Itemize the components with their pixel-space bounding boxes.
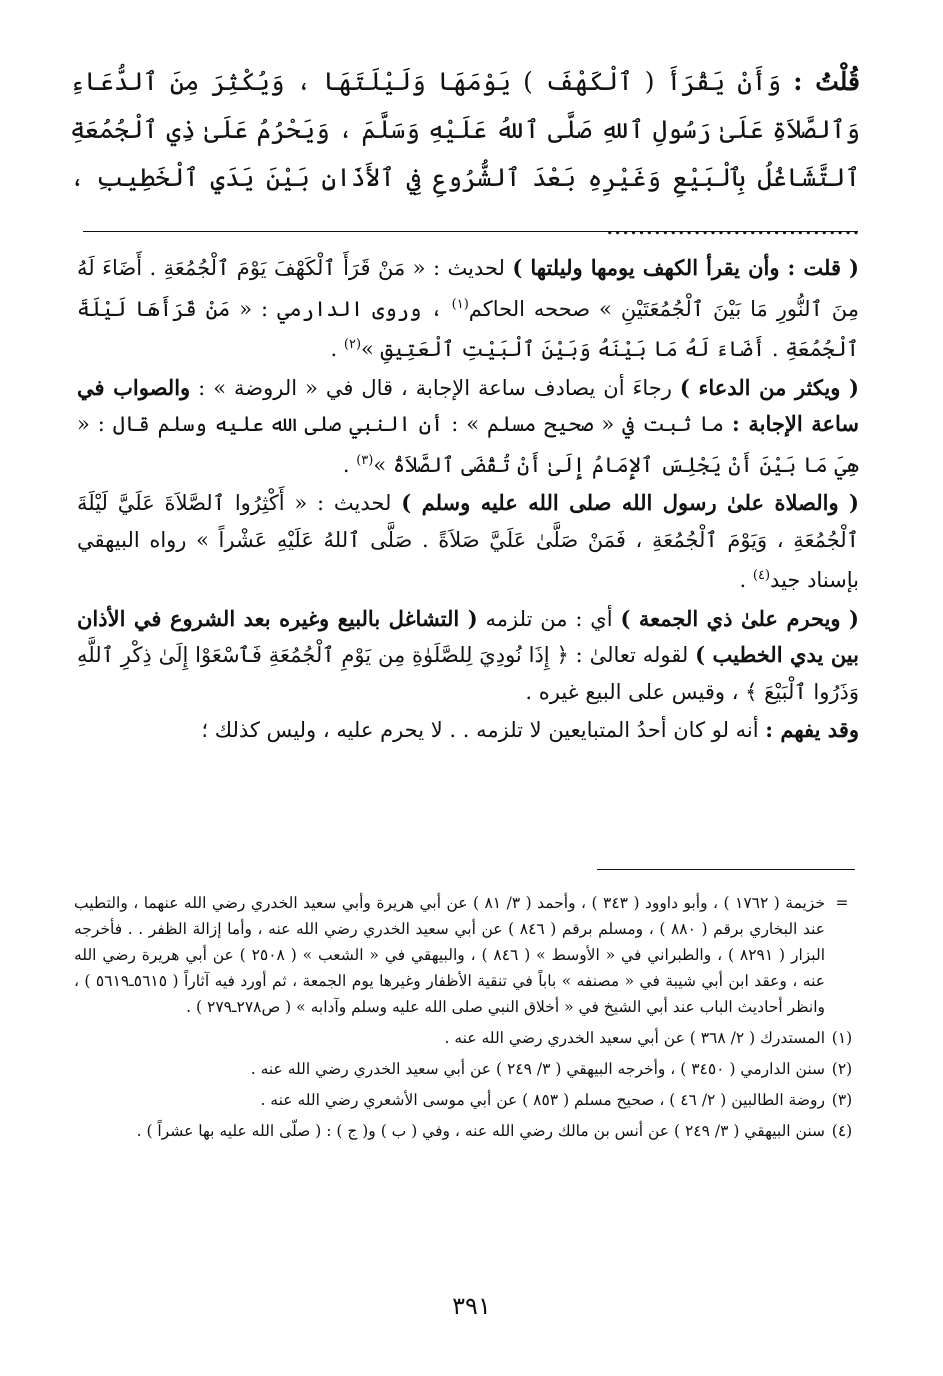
commentary-text: . xyxy=(739,568,747,592)
footnote-number: (١) xyxy=(831,1029,853,1047)
footnote-text: المستدرك ( ٢/ ٣٦٨ ) عن أبي سعيد الخدري رضي الله عنه . xyxy=(444,1029,825,1047)
matn-dots: ................................ xyxy=(605,211,860,240)
matn-divider xyxy=(83,231,858,232)
footnote-number: (٤) xyxy=(831,1122,853,1140)
commentary-text: لحديث : « أَكْثِرُوا ٱلصَّلاَةَ عَلَيَّ لَيْلَةَ ٱلْجُمُعَةِ ، وَيَوْمَ ٱلْجُمُعَةِ ، فَمَنْ صَلَّىٰ عَلَيَّ صَلاَةً . صَلَّى ٱللهُ عَلَيْهِ عَشْراً » رواه البيهقي بإسناد جيد xyxy=(77,491,859,592)
commentary-text: أي : من تلزمه xyxy=(485,606,613,631)
commentary-paragraph-4 xyxy=(77,601,859,711)
matn-body: وَأَنْ يَقْرَأَ ( ٱلْكَهْفَ ) يَوْمَهَا وَلَيْلَتَهَا ، وَيُكْثِرَ مِنَ ٱلدُّعَاءِ وَٱلصَّلاَةِ عَلَىٰ رَسُولِ ٱللهِ صَلَّى ٱللهُ عَلَيْهِ وَسَلَّمَ ، وَيَحْرُمُ عَلَىٰ ذِي ٱلْجُمُعَةِ ٱلتَّشَاغُلُ بِٱلْبَيْعِ وَغَيْرِهِ بَعْدَ ٱلشُّرُوعِ فِي ٱلأَذَانِ بَيْنَ يَدَيِ ٱلْخَطِيبِ ، xyxy=(70,67,860,192)
footnote-divider xyxy=(597,869,855,870)
continuation-mark: = xyxy=(835,894,849,912)
footnote-ref-3[interactable]: (٣) xyxy=(356,452,374,468)
footnote-ref-4[interactable]: (٤) xyxy=(752,568,771,583)
commentary-paragraph-2 xyxy=(77,370,859,484)
commentary-text: ما ثبت في « صحيح مسلم » : أن النبي صلى الله عليه وسلم قال : « هِيَ مَا بَيْنَ أَنْ يَجْلِسَ ٱلإِمَامُ إِلَىٰ أَنْ تُقْضَى ٱلصَّلاَةُ » xyxy=(77,412,859,477)
commentary-paragraph-1 xyxy=(77,250,859,368)
footnote-1 xyxy=(74,1025,859,1051)
matn-block xyxy=(70,58,860,250)
matn-lead: قُلْتُ : xyxy=(793,67,860,96)
commentary-text: لحديث : « مَنْ قَرَأَ ٱلْكَهْفَ يَوْمَ ٱلْجُمُعَةِ . أَضَاءَ لَهُ مِنَ ٱلنُّورِ مَا بَيْنَ ٱلْجُمُعَتَيْنِ » صححه الحاكم xyxy=(77,256,859,321)
commentary-lemma: ( التشاغل بالبيع وغيره بعد الشروع في الأذان بين يدي الخطيب ) xyxy=(77,605,859,667)
footnote-text: سنن الدارمي ( ٣٤٥٠ ) ، وأخرجه البيهقي ( ٣/ ٢٤٩ ) عن أبي سعيد الخدري رضي الله عنه . xyxy=(250,1060,825,1078)
footnote-4 xyxy=(74,1118,859,1144)
commentary-bold: والصواب في ساعة الإجابة : xyxy=(77,374,860,436)
commentary-text: . xyxy=(342,452,350,477)
footnotes xyxy=(74,890,859,1144)
footnote-number: (٢) xyxy=(831,1060,853,1078)
commentary-text: ، وروى الدارمي : « مَنْ قَرَأَهَا لَيْلَةَ ٱلْجُمُعَةِ . أَضَاءَ لَهُ مَا بَيْنَهُ وَبَيْنَ ٱلْبَيْتِ ٱلْعَتِيقِ » xyxy=(77,296,859,361)
footnote-text: خزيمة ( ١٧٦٢ ) ، وأبو داوود ( ٣٤٣ ) ، وأحمد ( ٣/ ٨١ ) عن أبي هريرة وأبي سعيد الخدري رضي الله عنهما ، والتطيب عند البخاري برقم ( ٨٨٠ ) ، ومسلم برقم ( ٨٤٦ ) عن أبي سعيد الخدري رضي الله عنه ، وأما إزالة الظفر . . فأخرجه البزار ( ٨٢٩١ ) ، والطبراني في « الأوسط » ( ٨٤٦ ) ، والبيهقي في « الشعب » ( ٢٥٠٨ ) عن أبي هريرة رضي الله عنه ، وعقد ابن أبي شيبة في « مصنفه » باباً في تنقية الأظفار وغيرها يوم الجمعة ، ثم أورد فيه آثاراً ( ٥٦١٥ـ٥٦١٩ ) ، وانظر أحاديث الباب عند أبي الشيخ في « أخلاق النبي صلى الله عليه وسلم وآدابه » ( ص٢٧٨ـ٢٧٩ ) . xyxy=(74,894,826,1016)
footnote-text: سنن البيهقي ( ٣/ ٢٤٩ ) عن أنس بن مالك رضي الله عنه ، وفي ( ب ) و( ج ) : ( صلّى الله عليه بها عشراً ) . xyxy=(136,1122,825,1140)
commentary-lemma: ( ويحرم علىٰ ذي الجمعة ) xyxy=(620,605,859,631)
page-number: ٣٩١ xyxy=(452,1292,491,1320)
footnote-number: (٣) xyxy=(831,1091,853,1109)
footnote-ref-1[interactable]: (١) xyxy=(451,296,469,312)
commentary-lemma: ( قلت : وأن يقرأ الكهف يومها وليلتها ) xyxy=(512,255,859,280)
footnote-3 xyxy=(74,1087,859,1113)
commentary-paragraph-3 xyxy=(77,485,859,599)
commentary-bold: وقد يفهم : xyxy=(765,717,859,742)
commentary-text: رجاءَ أن يصادف ساعة الإجابة ، قال في « الروضة » : xyxy=(198,375,672,400)
commentary-text: لقوله تعالىٰ : ﴿ إِذَا نُودِيَ لِلصَّلَوٰةِ مِن يَوْمِ ٱلْجُمُعَةِ فَٱسْعَوْا إِلَىٰ ذِكْرِ ٱللَّهِ وَذَرُوا ٱلْبَيْعَ ﴾ ، وقيس على البيع غيره . xyxy=(77,643,859,704)
commentary-block xyxy=(77,250,859,751)
footnote-continuation xyxy=(74,890,859,1020)
commentary-lemma: ( ويكثر من الدعاء ) xyxy=(679,374,859,400)
matn-text xyxy=(70,58,860,250)
footnote-ref-2[interactable]: (٢) xyxy=(343,337,362,352)
commentary-lemma: ( والصلاة علىٰ رسول الله صلى الله عليه وسلم ) xyxy=(401,490,859,515)
commentary-paragraph-5 xyxy=(77,712,859,749)
commentary-text: أنه لو كان أحدُ المتبايعين لا تلزمه . . لا يحرم عليه ، وليس كذلك ؛ xyxy=(201,718,759,742)
commentary-text: . xyxy=(330,337,338,361)
footnote-text: روضة الطالبين ( ٢/ ٤٦ ) ، صحيح مسلم ( ٨٥٣ ) عن أبي موسى الأشعري رضي الله عنه . xyxy=(260,1091,825,1109)
footnote-2 xyxy=(74,1056,859,1082)
